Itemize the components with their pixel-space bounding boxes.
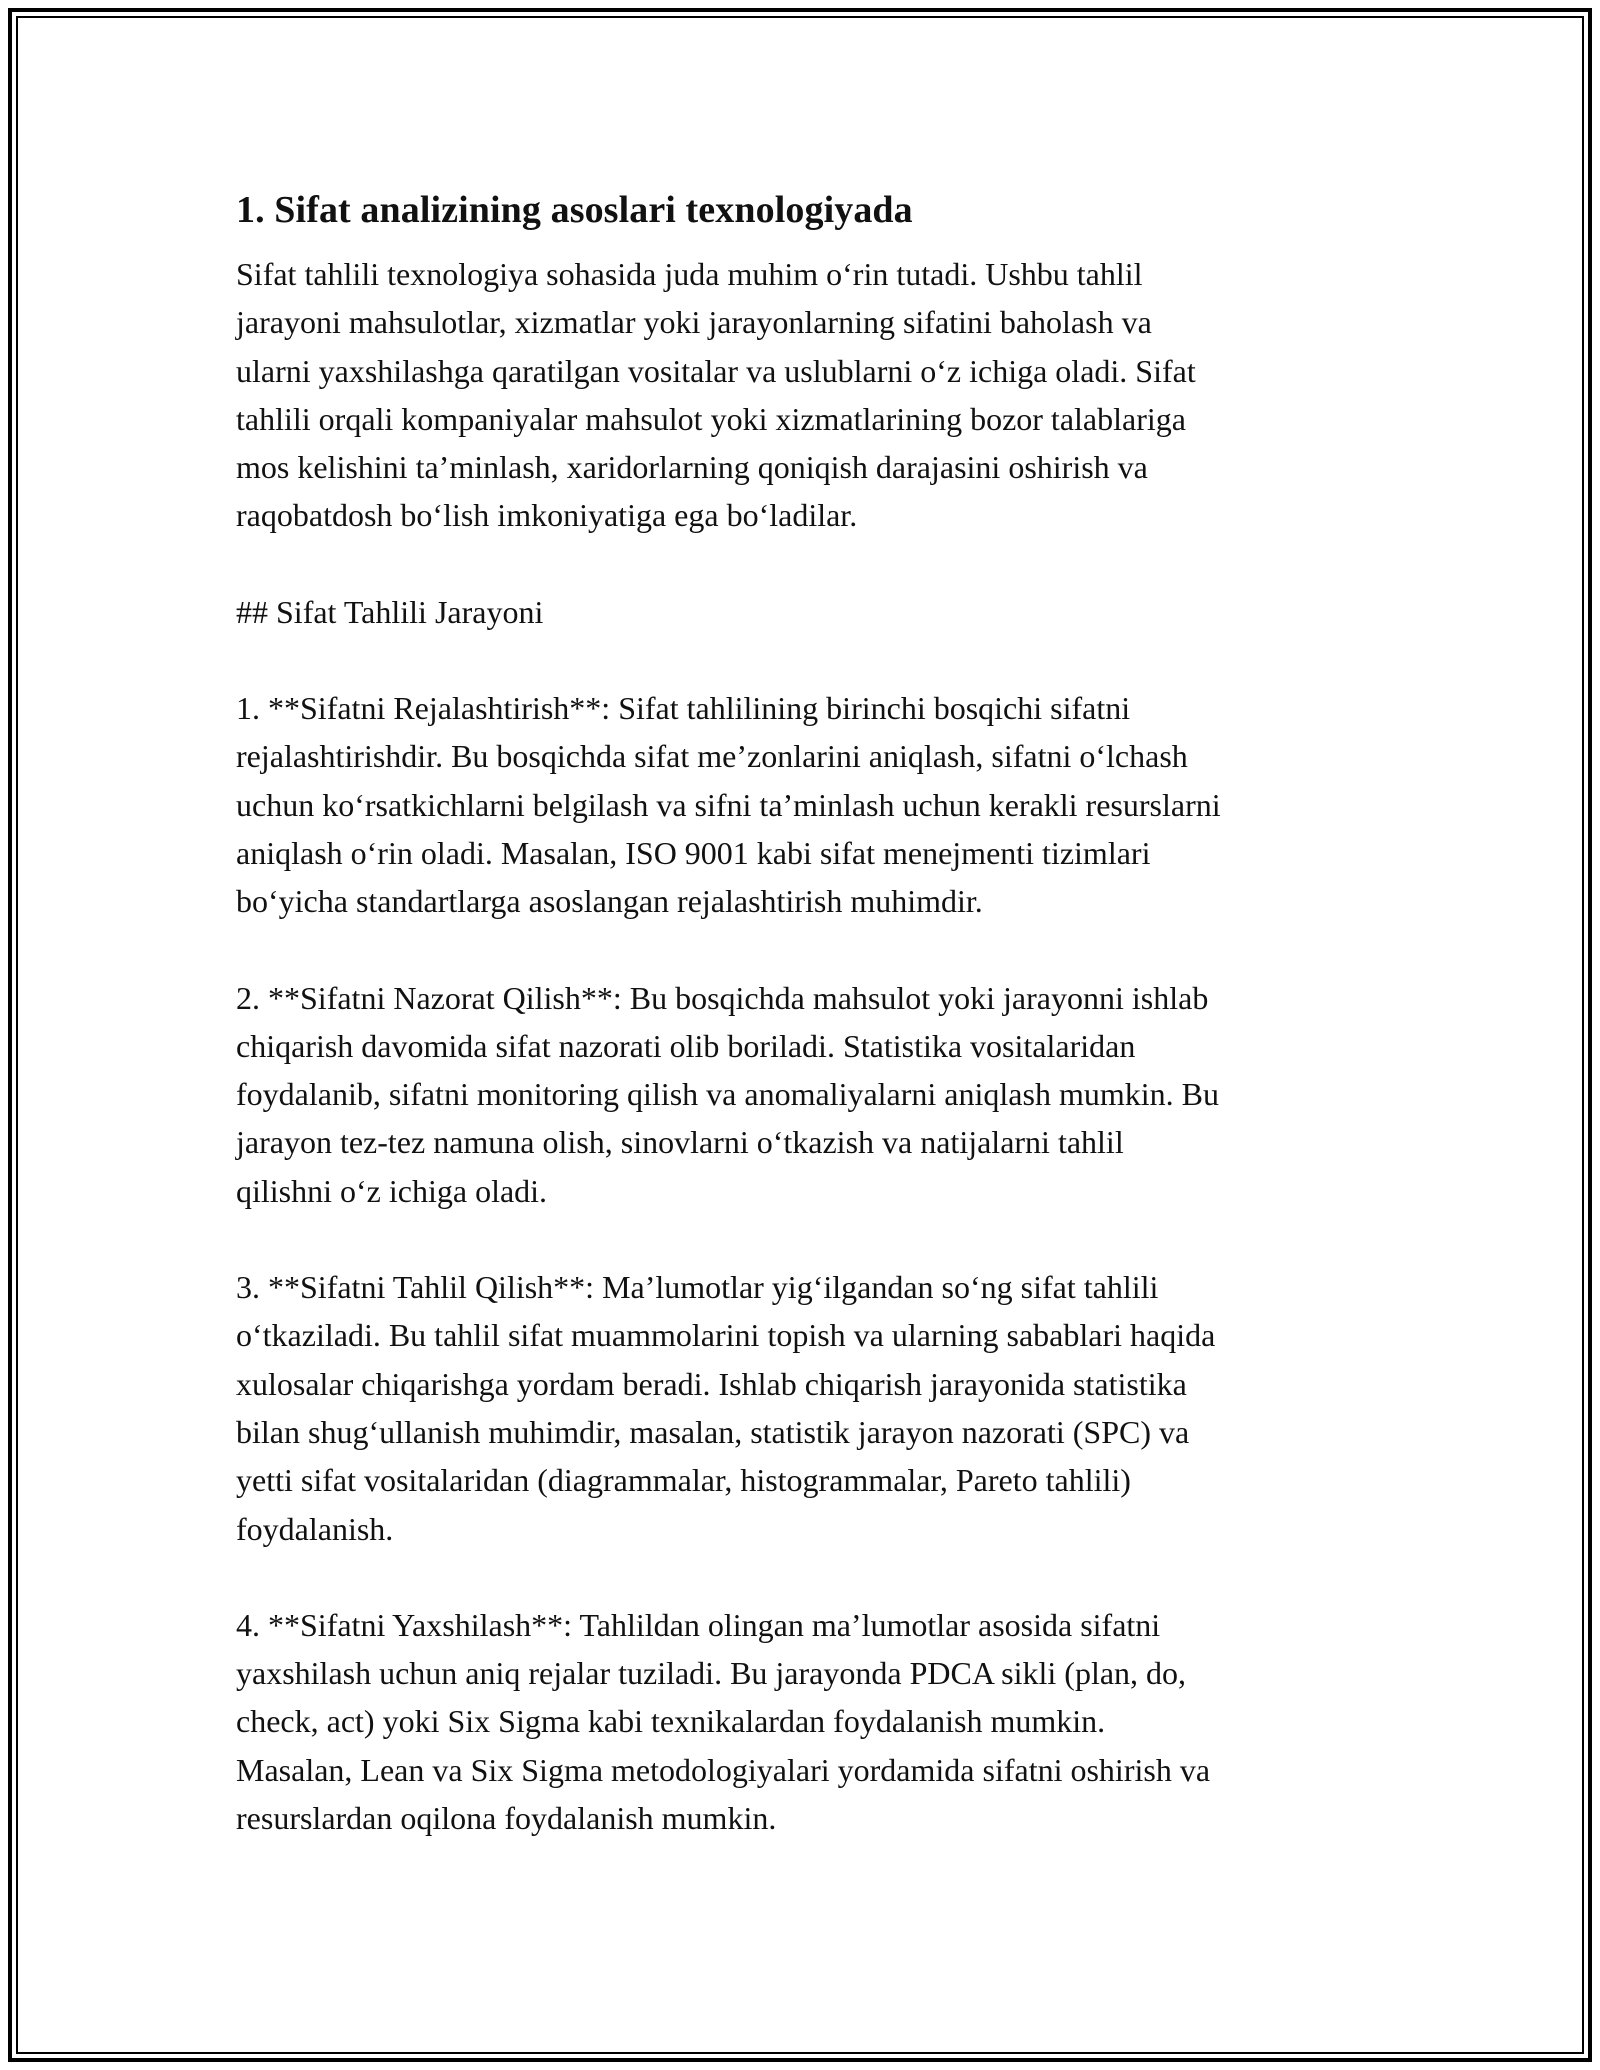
section-heading: 1. Sifat analizining asoslari texnologiyada (236, 189, 913, 231)
intro-paragraph: Sifat tahlili texnologiya sohasida juda muhim o‘rin tutadi. Ushbu tahlil jarayoni mahsulotlar, xizmatlar yoki jarayonlarning sifatini baholash va ularni yaxshilashga qaratilgan vositalar va uslublarni o‘z ichiga oladi. Sifat tahlili orqali kompaniyalar mahsulot yoki xizmatlarining bozor talablariga mos kelishini ta’minlash, xaridorlarning qoniqish darajasini oshirish va raqobatdosh bo‘lish imkoniyatiga ega bo‘ladilar. (236, 256, 1196, 534)
step-planning-paragraph: 1. **Sifatni Rejalashtirish**: Sifat tahlilining birinchi bosqichi sifatni rejalashtirishdir. Bu bosqichda sifat me’zonlarini aniqlash, sifatni o‘lchash uchun ko‘rsatkichlarni belgilash va sifni ta’minlash uchun kerakli resurslarni aniqlash o‘rin oladi. Masalan, ISO 9001 kabi sifat menejmenti tizimlari bo‘yicha standartlarga asoslangan rejalashtirish muhimdir. (236, 690, 1221, 920)
document-body (236, 186, 1386, 1842)
step-analysis-paragraph: 3. **Sifatni Tahlil Qilish**: Ma’lumotlar yig‘ilgandan so‘ng sifat tahlili o‘tkaziladi. Bu tahlil sifat muammolarini topish va ularning sabablari haqida xulosalar chiqarishga yordam beradi. Ishlab chiqarish jarayonida statistika bilan shug‘ullanish muhimdir, masalan, statistik jarayon nazorati (SPC) va yetti sifat vositalaridan (diagrammalar, histogrammalar, Pareto tahlili) foydalanish. (236, 1269, 1216, 1547)
step-control-paragraph: 2. **Sifatni Nazorat Qilish**: Bu bosqichda mahsulot yoki jarayonni ishlab chiqarish davomida sifat nazorati olib boriladi. Statistika vositalaridan foydalanib, sifatni monitoring qilish va anomaliyalarni aniqlash mumkin. Bu jarayon tez-tez namuna olish, sinovlarni o‘tkazish va natijalarni tahlil qilishni o‘z ichiga oladi. (236, 979, 1219, 1209)
step-improvement-paragraph: 4. **Sifatni Yaxshilash**: Tahlildan olingan ma’lumotlar asosida sifatni yaxshilash uchun aniq rejalar tuziladi. Bu jarayonda PDCA sikli (plan, do, check, act) yoki Six Sigma kabi texnikalardan foydalanish mumkin. Masalan, Lean va Six Sigma metodologiyalari yordamida sifatni oshirish va resurslardan oqilona foydalanish mumkin. (236, 1606, 1211, 1837)
subheading-paragraph: ## Sifat Tahlili Jarayoni (236, 593, 544, 630)
